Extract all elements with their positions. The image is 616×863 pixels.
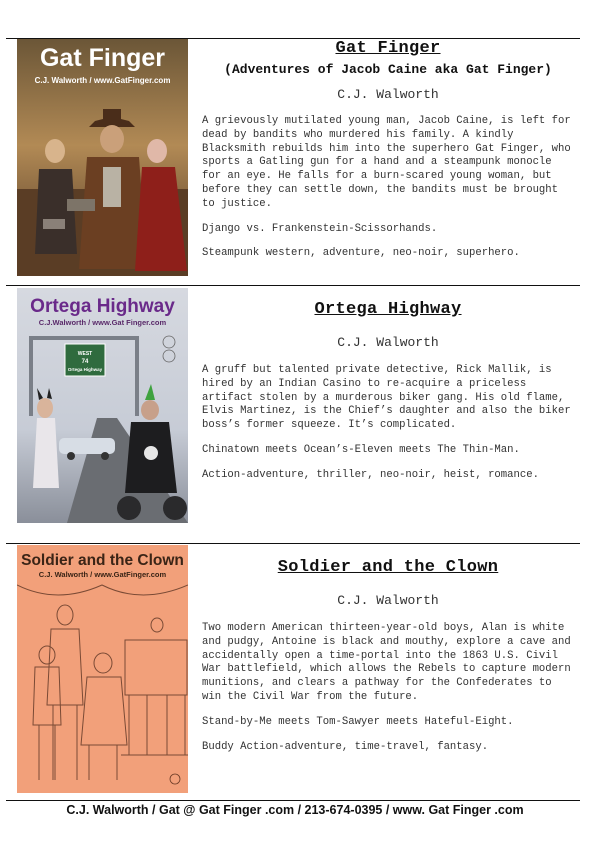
cover-title: Ortega Highway xyxy=(30,296,175,317)
book-synopsis: Two modern American thirteen-year-old boys, Alan is white and pudgy, Antoine is black and mouthy, explore a cave and accidentally open a time-portal into the 1863 U.S. Civil War battlefield, which allows the Rebels to capture modern munitions, and clears a pathway for the Confederates to win the Civil War from the future. xyxy=(202,622,571,703)
divider-2 xyxy=(6,543,580,544)
divider-1 xyxy=(6,285,580,286)
book-info xyxy=(202,300,574,494)
book-synopsis: A gruff but talented private detective, Rick Mallik, is hired by an Indian Casino to re-acquire a priceless artifact stolen by a murderous biker gang. His old flame, Elvis Martinez, is the Chief’s daughter and also the biker boss’s former squeeze. It’s complicated. xyxy=(202,364,571,432)
book-title[interactable]: Soldier and the Clown xyxy=(277,558,499,577)
sign-line-2: 74 xyxy=(81,359,89,365)
book-genres: Steampunk western, adventure, neo-noir, superhero. xyxy=(202,247,520,260)
cover-art-soldier-and-the-clown xyxy=(17,545,188,793)
cover-title: Soldier and the Clown xyxy=(21,552,184,569)
book-subtitle: (Adventures of Jacob Caine aka Gat Finger) xyxy=(224,62,552,77)
cover-art-ortega-highway xyxy=(17,288,188,523)
book-entry-soldier-and-the-clown xyxy=(14,545,574,797)
book-genres: Buddy Action-adventure, time-travel, fantasy. xyxy=(202,740,489,753)
book-cover-soldier-and-the-clown[interactable] xyxy=(17,545,188,793)
book-comparison: Django vs. Frankenstein-Scissorhands. xyxy=(202,222,438,235)
sign-line-1: WEST xyxy=(77,351,93,357)
book-author: C.J. Walworth xyxy=(337,593,439,608)
cover-byline: C.J.Walworth / www.Gat Finger.com xyxy=(38,318,167,327)
book-info xyxy=(202,558,574,765)
book-entry-gat-finger xyxy=(14,39,574,284)
book-comparison: Chinatown meets Ocean’s-Eleven meets The Thin-Man. xyxy=(202,443,520,456)
divider-bottom xyxy=(6,800,580,801)
book-synopsis: A grievously mutilated young man, Jacob Caine, is left for dead by bandits who murdered his family. A kindly Blacksmith rebuilds him into the superhero Gat Finger, who sports a Gatling gun for a hand and a steampunk monocle for an eye. He falls for a burn-scared young woman, but before they can settle down, the bandits must be brought to justice. xyxy=(202,115,571,210)
book-cover-ortega-highway[interactable] xyxy=(17,288,188,523)
cover-art-gat-finger xyxy=(17,39,188,276)
cover-byline: C.J. Walworth / www.GatFinger.com xyxy=(34,76,171,85)
book-author: C.J. Walworth xyxy=(337,335,439,350)
book-genres: Action-adventure, thriller, neo-noir, heist, romance. xyxy=(202,468,539,481)
sign-line-3: Ortega Highway xyxy=(67,367,103,372)
book-title[interactable]: Ortega Highway xyxy=(314,300,462,319)
contact-footer: C.J. Walworth / Gat @ Gat Finger .com / 213-674-0395 / www. Gat Finger .com xyxy=(66,803,524,817)
book-cover-gat-finger[interactable] xyxy=(17,39,188,276)
book-author: C.J. Walworth xyxy=(337,87,439,102)
cover-title: Gat Finger xyxy=(39,44,166,72)
cover-byline: C.J. Walworth / www.GatFinger.com xyxy=(38,570,167,579)
book-comparison: Stand-by-Me meets Tom-Sawyer meets Hateful-Eight. xyxy=(202,715,514,728)
book-info xyxy=(202,39,574,272)
book-entry-ortega-highway xyxy=(14,288,574,540)
book-title[interactable]: Gat Finger xyxy=(335,39,441,58)
